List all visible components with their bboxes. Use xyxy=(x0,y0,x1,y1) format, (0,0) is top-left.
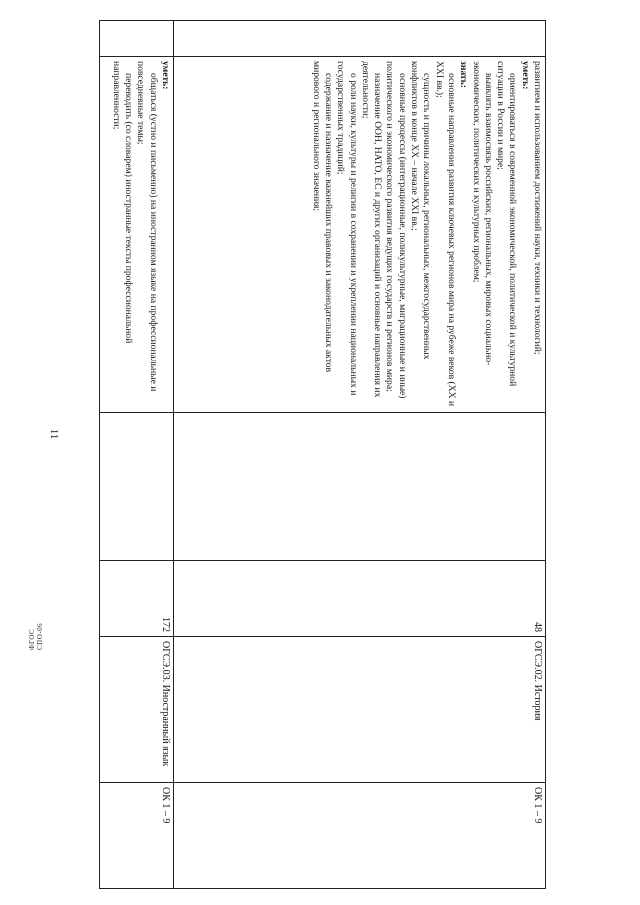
page-number: 11 xyxy=(48,428,60,440)
competencies-cell: ОК 1 – 9 xyxy=(174,783,546,889)
competencies-cell: ОК 1 – 9 xyxy=(100,783,174,889)
empty-cell xyxy=(100,413,174,561)
content-item: основные процессы (интеграционные, поликультурные, миграционные и иные) политического и экономического развития ведущих государств и регионов мира; xyxy=(384,61,408,399)
content-item: сущность и причины локальных, региональных, межгосударственных конфликтов в конце XX – начале XXI вв.; xyxy=(409,61,433,360)
skills-label: уметь: xyxy=(519,61,531,90)
content-item: ориентироваться в современной экономической, политической и культурной ситуации в России и мире; xyxy=(495,61,519,387)
content-cell xyxy=(174,57,546,413)
content-text: развитием и использованием достижений науки, техники и технологий; xyxy=(532,61,543,355)
content-item: о роли науки, культуры и религии в сохранении и укреплении национальных и государственных традиций; xyxy=(335,61,359,396)
empty-cell xyxy=(174,413,546,561)
table-row xyxy=(100,21,174,889)
knowledge-label: знать: xyxy=(458,61,470,88)
hours-cell: 48 xyxy=(174,561,546,637)
content-item: переводить (со словарем) иностранные тексты профессиональной направленности; xyxy=(110,61,135,344)
rotated-table-container xyxy=(100,20,546,888)
content-cell xyxy=(100,57,174,413)
content-item: содержание и назначение важнейших правовых и законодательных актов мирового и регионального значения; xyxy=(310,61,334,373)
footer-code: ФГОС СПО-06 xyxy=(28,622,44,650)
curriculum-table xyxy=(99,20,546,889)
table-row xyxy=(174,21,546,889)
content-item: основные направления развития ключевых регионов мира на рубеже веков (XX и XXI вв.); xyxy=(433,61,457,407)
content-item: общаться (устно и письменно) на иностранном языке на профессиональные и повседневные темы; xyxy=(135,61,159,392)
discipline-cell: ОГСЭ.02. История xyxy=(174,637,546,783)
hours-cell: 172 xyxy=(100,561,174,637)
index-cell xyxy=(174,21,546,57)
content-item: назначение ООН, НАТО, ЕС и других организаций и основные направления их деятельности; xyxy=(359,61,384,398)
index-cell xyxy=(100,21,174,57)
discipline-cell: ОГСЭ.03. Иностранный язык xyxy=(100,637,174,783)
skills-label: уметь: xyxy=(160,61,171,90)
content-item: выявлять взаимосвязь российских, региональных, мировых социально-экономических, политических и культурных проблем; xyxy=(470,61,494,366)
